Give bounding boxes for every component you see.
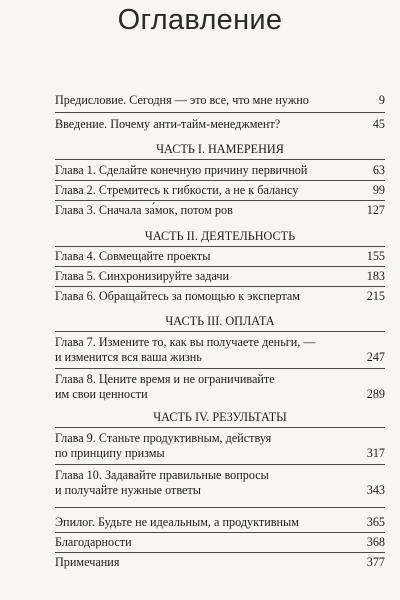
divider [55,112,385,113]
toc-entry-chapter-3 [55,203,385,218]
toc-entry-text: Глава 2. Стремитесь к гибкости, а не к балансу [55,183,299,197]
toc-part-heading: ЧАСТЬ III. ОПЛАТА [165,314,275,328]
toc-entry-text: Примечания [55,555,120,569]
toc-entry-text: Благодарности [55,535,132,549]
toc-page-number: 368 [366,535,385,549]
toc-entry-text: Эпилог. Будьте не идеальным, а продуктивным [55,515,299,529]
toc-entry-text: Глава 5. Синхронизируйте задачи [55,269,230,283]
toc-page-number: 127 [366,203,385,217]
toc-page-number: 9 [378,93,385,107]
divider [55,331,385,332]
toc-entry-introduction [55,117,385,132]
toc-entry-text: Глава 9. Станьте продуктивным, действуя по принципу призмы [55,431,272,460]
toc-entry-epilogue [55,515,385,530]
toc-entry-chapter-7 [55,335,385,365]
toc-page-number: 377 [366,555,385,569]
toc-entry-text: Глава 8. Цените время и не ограничивайте им свои ценности [55,372,275,401]
toc-page-number: 45 [372,117,385,131]
toc-entry-chapter-1 [55,163,385,178]
toc-page-number: 99 [372,183,385,197]
toc-page-number: 365 [366,515,385,529]
divider [55,507,385,508]
toc-entry-text: Глава 6. Обращайтесь за помощью к экспертам [55,289,300,303]
toc-part-heading: ЧАСТЬ I. НАМЕРЕНИЯ [156,142,284,156]
toc-page-number: 215 [366,289,385,303]
toc-page-number: 317 [366,446,385,460]
divider [55,368,385,369]
toc-entry-preface [55,93,385,108]
toc-entry-chapter-2 [55,183,385,198]
divider [55,464,385,465]
toc-entry-chapter-5 [55,269,385,284]
divider [55,246,385,247]
divider [55,286,385,287]
toc-page-number: 183 [366,269,385,283]
toc-entry-acknowledgements [55,535,385,550]
toc-entry-text: Глава 1. Сделайте конечную причину первичной [55,163,308,177]
toc-entry-chapter-10 [55,468,385,498]
page-title: Оглавление [117,4,283,36]
divider [55,427,385,428]
toc-entry-chapter-4 [55,249,385,264]
toc-entry-text: Глава 3. Сначала за́мок, потом ров [55,203,233,217]
toc-entry-chapter-6 [55,289,385,304]
toc-entry-text: Глава 4. Совмещайте проекты [55,249,211,263]
toc-page-number: 155 [366,249,385,263]
toc-entry-chapter-9 [55,431,385,461]
divider [55,532,385,533]
divider [55,200,385,201]
divider [55,552,385,553]
toc-entry-notes [55,555,385,570]
toc-entry-text: Предисловие. Сегодня — это все, что мне нужно [55,93,309,107]
toc-part-heading: ЧАСТЬ IV. РЕЗУЛЬТАТЫ [153,410,287,424]
divider [55,180,385,181]
toc-page-number: 289 [366,387,385,401]
toc-entry-text: Введение. Почему анти-тайм-менеджмент? [55,117,281,131]
toc-entry-chapter-8 [55,372,385,402]
toc-page-number: 247 [366,350,385,364]
toc-part-heading: ЧАСТЬ II. ДЕЯТЕЛЬНОСТЬ [144,229,296,243]
divider [55,159,385,160]
toc-page-number: 63 [372,163,385,177]
toc-page-number: 343 [366,483,385,497]
toc-entry-text: Глава 10. Задавайте правильные вопросы и получайте нужные ответы [55,468,269,497]
toc-entry-text: Глава 7. Измените то, как вы получаете деньги, — и изменится вся ваша жизнь [55,335,316,364]
divider [55,266,385,267]
